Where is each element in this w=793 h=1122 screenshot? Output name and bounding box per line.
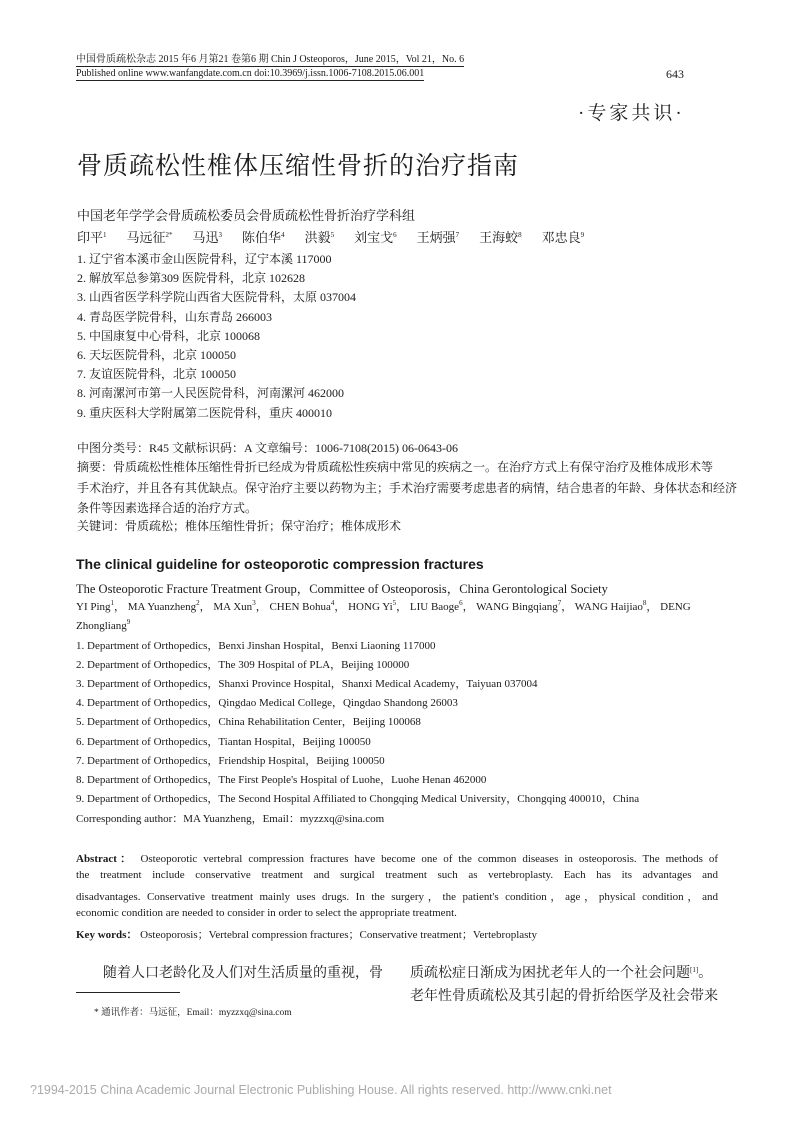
abstract-cn-line: 条件等因素选择合适的治疗方式。 xyxy=(77,501,258,515)
footnote-rule xyxy=(76,992,180,993)
affiliation-cn: 5. 中国康复中心骨科，北京 100068 xyxy=(77,328,261,343)
abstract-en-line: the treatment include conservative treatment and surgical treatment such as vertebroplasty. Each has its advantages and xyxy=(76,869,718,881)
affiliation-en: 6. Department of Orthopedics，Tiantan Hospital，Beijing 100050 xyxy=(76,735,371,748)
abstract-en-line: disadvantages. Conservative treatment mainly uses drugs. In the surgery，the patient's condition，age，physical condition，and xyxy=(76,891,718,903)
abstract-cn: 摘要：骨质疏松性椎体压缩性骨折已经成为骨质疏松性疾病中常见的疾病之一。在治疗方式上有保守治疗及椎体成形术等 xyxy=(77,460,714,474)
title-en: The clinical guideline for osteoporotic compression fractures xyxy=(76,556,484,572)
author-en: MA Xun$^3$， xyxy=(213,599,270,613)
doi-line: Published online www.wanfangdate.com.cn doi:10.3969/j.issn.1006-7108.2015.06.001 xyxy=(76,68,425,79)
author-cn: 邓忠良$^9$ xyxy=(541,230,585,245)
affiliation-en: 7. Department of Orthopedics，Friendship Hospital，Beijing 100050 xyxy=(76,754,385,767)
author-en: WANG Haijiao$^8$， xyxy=(574,599,661,613)
page-number: 643 xyxy=(666,67,684,81)
author-en: CHEN Bohua$^4$， xyxy=(269,599,349,613)
author-en: HONG Yi$^5$， xyxy=(348,599,410,613)
author-en: DENG Zhongliang$^9$ xyxy=(76,601,691,632)
author-en: WANG Bingqiang$^7$， xyxy=(476,599,575,613)
watermark: ?1994-2015 China Academic Journal Electronic Publishing House. All rights reserved. http://www.cnki.net xyxy=(30,1083,612,1097)
authors-en xyxy=(76,598,721,636)
classification-line: 中图分类号：R45 文献标识码：A 文章编号：1006-7108(2015) 06-0643-06 xyxy=(77,441,458,455)
body-left-line: 随着人口老龄化及人们对生活质量的重视，骨 xyxy=(103,966,383,981)
affiliation-cn: 9. 重庆医科大学附属第二医院骨科，重庆 400010 xyxy=(77,405,333,420)
body-right-line: 老年性骨质疏松及其引起的骨折给医学及社会带来 xyxy=(410,989,718,1004)
affiliation-cn: 1. 辽宁省本溪市金山医院骨科，辽宁本溪 117000 xyxy=(77,252,332,266)
author-group-cn: 中国老年学学会骨质疏松委员会骨质疏松性骨折治疗学科组 xyxy=(77,208,416,223)
author-cn: 王炳强$^7$ xyxy=(416,230,460,245)
affiliation-cn: 3. 山西省医学科学院山西省大医院骨科，太原 037004 xyxy=(77,290,357,305)
author-cn: 王海蛟$^8$ xyxy=(479,230,522,245)
abstract-en: Abstract： Osteoporotic vertebral compression fractures have become one of the common diseases in osteoporosis. The methods of xyxy=(76,853,719,865)
author-en: LIU Baoge$^6$， xyxy=(409,599,477,613)
abstract-en-label: Abstract： xyxy=(76,853,135,865)
affiliation-cn: 7. 友谊医院骨科，北京 100050 xyxy=(77,367,237,382)
affiliation-en: 4. Department of Orthopedics，Qingdao Medical College，Qingdao Shandong 26003 xyxy=(76,697,458,710)
affiliation-en: 8. Department of Orthopedics，The First People's Hospital of Luohe，Luohe Henan 462000 xyxy=(76,773,487,786)
citation-ref[interactable]: [1] xyxy=(690,966,699,974)
affiliation-cn: 4. 青岛医学院骨科，山东青岛 266003 xyxy=(77,309,273,324)
affiliation-en: 2. Department of Orthopedics，The 309 Hospital of PLA，Beijing 100000 xyxy=(76,659,410,672)
author-group-en: The Osteoporotic Fracture Treatment Group，Committee of Osteoporosis，China Gerontological Society xyxy=(76,582,608,596)
section-tag: ·专家共识· xyxy=(578,103,685,124)
author-cn: 马迅$^3$ xyxy=(192,230,223,245)
author-cn: 印平$^1$ xyxy=(77,230,107,245)
authors-cn xyxy=(77,227,604,246)
corresponding-author: Corresponding author：MA Yuanzheng，Email：myzzxq@sina.com xyxy=(76,813,385,825)
abstract-cn-line: 手术治疗，并且各有其优缺点。保守治疗主要以药物为主；手术治疗需要考虑患者的病情，结合患者的年龄、身体状态和经济 xyxy=(77,481,738,495)
affiliation-cn: 8. 河南漯河市第一人民医院骨科，河南漯河 462000 xyxy=(77,386,345,401)
affiliation-en: 1. Department of Orthopedics，Benxi Jinshan Hospital，Benxi Liaoning 117000 xyxy=(76,640,436,652)
author-cn: 刘宝戈$^6$ xyxy=(354,230,397,245)
keywords-en: Key words： Osteoporosis；Vertebral compression fractures；Conservative treatment；Vertebroplasty xyxy=(76,929,537,941)
body-right-line: 质疏松症日渐成为困扰老年人的一个社会问题[1]。 xyxy=(410,966,713,981)
affiliation-en: 5. Department of Orthopedics，China Rehabilitation Center，Beijing 100068 xyxy=(76,716,421,729)
page-title: 骨质疏松性椎体压缩性骨折的治疗指南 xyxy=(77,153,520,180)
keywords-en-label: Key words： xyxy=(76,929,138,941)
keywords-cn: 关键词：骨质疏松；椎体压缩性骨折；保守治疗；椎体成形术 xyxy=(77,519,402,533)
author-en: MA Yuanzheng$^2$， xyxy=(127,599,214,613)
author-cn: 陈伯华$^4$ xyxy=(242,230,285,245)
affiliation-en: 9. Department of Orthopedics，The Second Hospital Affiliated to Chongqing Medical University，Chongqing 400010，China xyxy=(76,792,640,805)
footnote: * 通讯作者：马远征，Email：myzzxq@sina.com xyxy=(94,1008,292,1018)
journal-header: 中国骨质疏松杂志 2015 年6 月第21 卷第6 期 Chin J Osteoporos，June 2015，Vol 21，No. 6 xyxy=(76,50,464,67)
author-en: YI Ping$^1$， xyxy=(76,599,128,613)
affiliation-cn: 6. 天坛医院骨科，北京 100050 xyxy=(77,348,237,362)
affiliation-cn: 2. 解放军总参第309 医院骨科，北京 102628 xyxy=(77,271,306,286)
abstract-cn-label: 摘要： xyxy=(77,460,114,474)
affiliation-en: 3. Department of Orthopedics，Shanxi Province Hospital，Shanxi Medical Academy，Taiyuan 037004 xyxy=(76,678,538,691)
author-cn: 洪毅$^5$ xyxy=(304,230,335,245)
abstract-en-line: economic condition are needed to consider in order to select the appropriate treatment. xyxy=(76,907,457,919)
author-cn: 马远征$^{2*}$ xyxy=(126,230,173,245)
